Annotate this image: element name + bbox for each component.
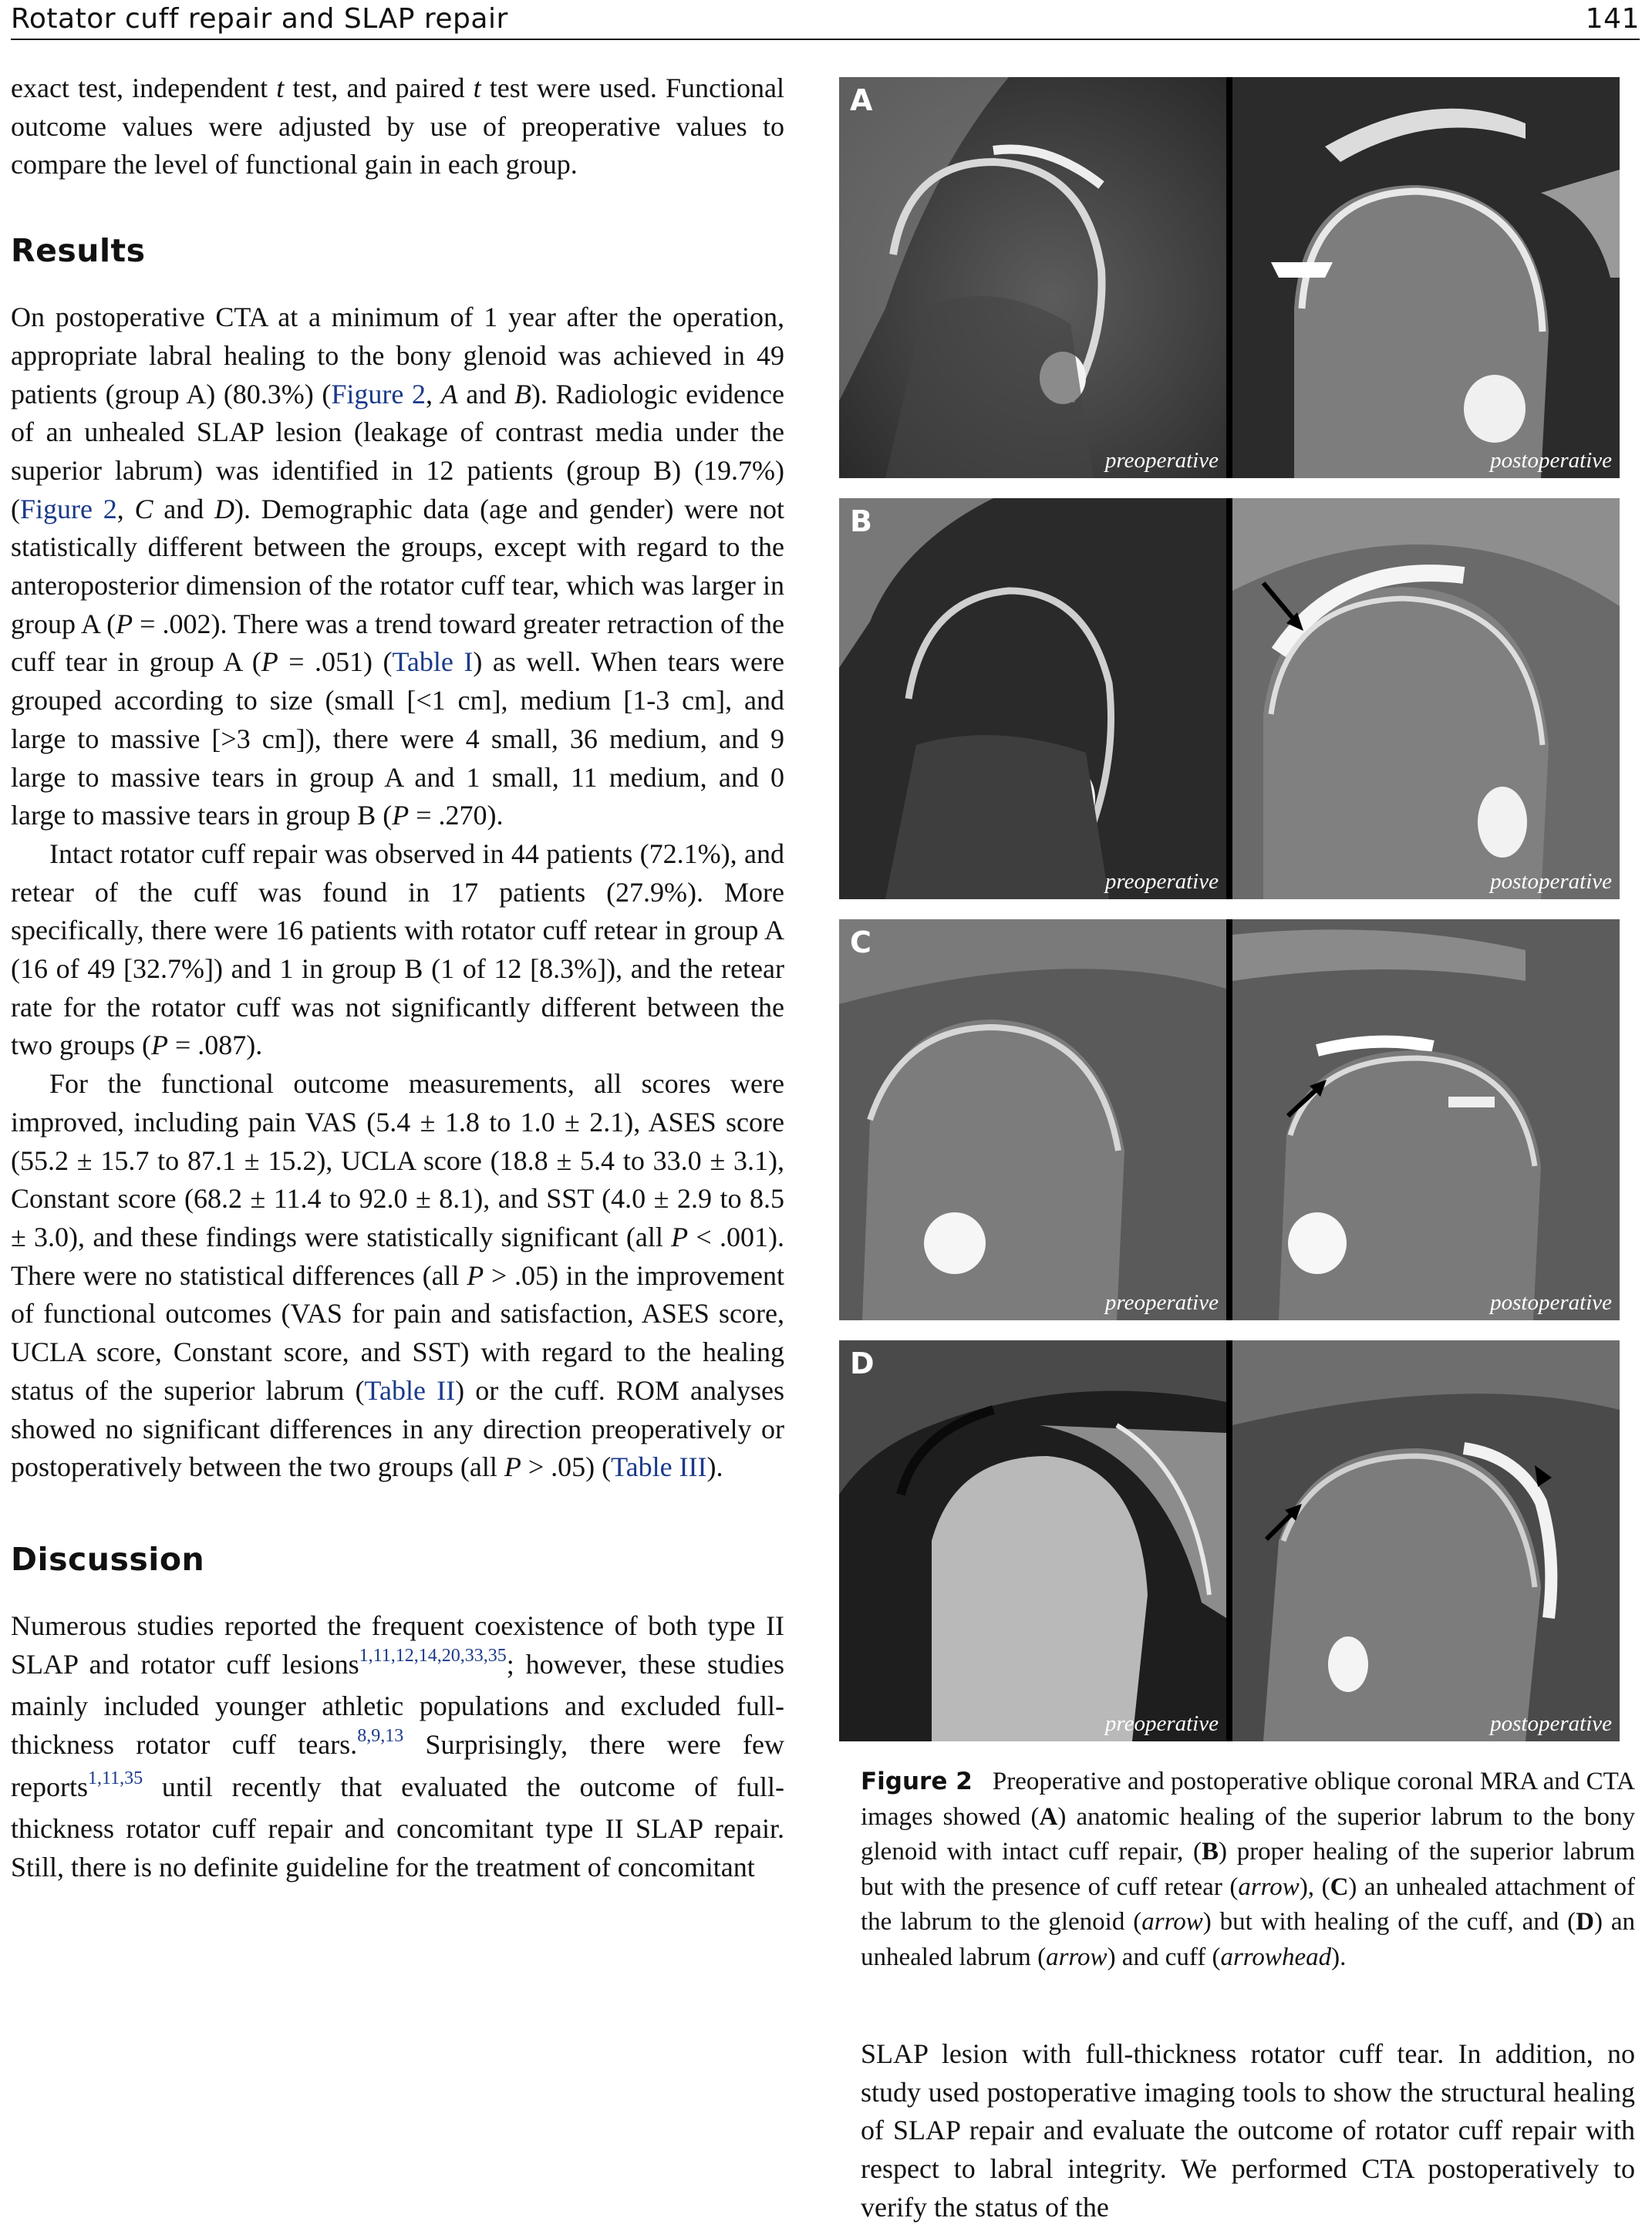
panel-letter-b: B [850, 504, 872, 538]
panel-b-postoperative-label: postoperative [1490, 869, 1612, 894]
figure-panel-c [839, 919, 1620, 1320]
discussion-heading: Discussion [11, 1540, 205, 1578]
figure-panel-a [839, 77, 1620, 478]
panel-letter-c: C [850, 925, 872, 959]
panel-b-postoperative-image [1232, 498, 1620, 899]
figure-2-caption [861, 1765, 1635, 1975]
right-column-paragraph: SLAP lesion with full-thickness rotator cuff tear. In addition, no study used postoperative imaging tools to show the structural healing of SLAP repair and evaluate the outcome of rotator cuff repair with respect to labral integrity. We performed CTA postoperatively to verify the status of the [861, 2038, 1635, 2223]
panel-d-preoperative-label: preoperative [1104, 1711, 1219, 1736]
panel-a-postoperative-image [1232, 77, 1620, 478]
panel-b-preoperative-image [839, 498, 1226, 899]
panel-a-postoperative-label: postoperative [1490, 448, 1612, 473]
results-paragraph-3: For the functional outcome measurements, all scores were improved, including pain VAS (5.4 ± 1.8 to 1.0 ± 2.1), ASES score (55.2 ± 15.7 to 87.1 ± 15.2), UCLA score (18.8 ± 5.4 to 33.0 ± 3.1), Constant score (68.2 ± 11.4 to 92.0 ± 8.1), and SST (4.0 ± 2.9 to 8.5 ± 3.0), and these findings were statistically significant (all P < .001). There were no statistical differences (all P > .05) in the improvement of functional outcomes (VAS for pain and satisfaction, ASES score, UCLA score, Constant score, and SST) with regard to the healing status of the superior labrum (Table II) or the cuff. ROM analyses showed no significant differences in any direction preoperatively or postoperatively between the two groups (all P > .05) (Table III). [11, 1068, 784, 1483]
figure-panel-d [839, 1340, 1620, 1741]
results-heading: Results [11, 232, 146, 270]
panel-letter-a: A [850, 83, 873, 117]
header-rule [11, 39, 1640, 40]
panel-c-preoperative-image [839, 919, 1226, 1320]
panel-d-preoperative-image [839, 1340, 1226, 1741]
panel-d-postoperative-image [1232, 1340, 1620, 1741]
running-header [11, 0, 1640, 40]
figure-2-caption-label: Figure 2 [861, 1768, 973, 1795]
methods-tail-paragraph: exact test, independent t test, and paired t test were used. Functional outcome values were adjusted by use of preoperative values to compare the level of functional gain in each group. [11, 72, 784, 180]
panel-c-postoperative-image [1232, 919, 1620, 1320]
results-paragraph-1: On postoperative CTA at a minimum of 1 year after the operation, appropriate labral healing to the bony glenoid was achieved in 49 patients (group A) (80.3%) (Figure 2, A and B). Radiologic evidence of an unhealed SLAP lesion (leakage of contrast media under the superior labrum) was identified in 12 patients (group B) (19.7%) (Figure 2, C and D). Demographic data (age and gender) were not statistically different between the groups, except with regard to the anteroposterior dimension of the rotator cuff tear, which was larger in group A (P = .002). There was a trend toward greater retraction of the cuff tear in group A (P = .051) (Table I) as well. When tears were grouped according to size (small [<1 cm], medium [1-3 cm], and large to massive [>3 cm]), there were 4 small, 36 medium, and 9 large to massive tears in group A and 1 small, 11 medium, and 0 large to massive tears in group B (P = .270). [11, 302, 784, 831]
panel-letter-d: D [850, 1347, 875, 1380]
figure-2-caption-text: Preoperative and postoperative oblique coronal MRA and CTA images showed (A) anatomic healing of the superior labrum to the bony glenoid with intact cuff repair, (B) proper healing of the superior labrum but with the presence of cuff retear (arrow), (C) an unhealed attachment of the labrum to the glenoid (arrow) but with healing of the cuff, and (D) an unhealed labrum (arrow) and cuff (arrowhead). [861, 1768, 1636, 1971]
panel-c-postoperative-label: postoperative [1490, 1290, 1612, 1315]
discussion-paragraph-1: Numerous studies reported the frequent coexistence of both type II SLAP and rotator cuff lesions$^{1,11,12,14,20,33,35}$; however, these studies mainly included younger athletic populations and excluded full-thickness rotator cuff tears.$^{8,9,13}$ Surprisingly, there were few reports$^{1,11,35}$ until recently that evaluated the outcome of full-thickness rotator cuff repair and concomitant type II SLAP repair. Still, there is no definite guideline for the treatment of concomitant [11, 1609, 785, 1883]
panel-d-postoperative-label: postoperative [1490, 1711, 1612, 1736]
running-title: Rotator cuff repair and SLAP repair [11, 3, 508, 35]
panel-b-preoperative-label: preoperative [1104, 869, 1219, 894]
results-paragraph-2: Intact rotator cuff repair was observed in 44 patients (72.1%), and retear of the cuff was found in 17 patients (27.9%). More specifically, there were 16 patients with rotator cuff retear in group A (16 of 49 [32.7%]) and 1 in group B (1 of 12 [8.3%]), and the retear rate for the rotator cuff was not significantly different between the two groups (P = .087). [11, 838, 784, 1061]
panel-a-preoperative-image [839, 77, 1226, 478]
panel-a-preoperative-label: preoperative [1104, 448, 1219, 473]
figure-panel-b [839, 498, 1620, 899]
page-number: 141 [1585, 3, 1640, 35]
panel-c-preoperative-label: preoperative [1104, 1290, 1219, 1315]
figure-2 [839, 77, 1620, 1744]
left-column [11, 69, 784, 1887]
